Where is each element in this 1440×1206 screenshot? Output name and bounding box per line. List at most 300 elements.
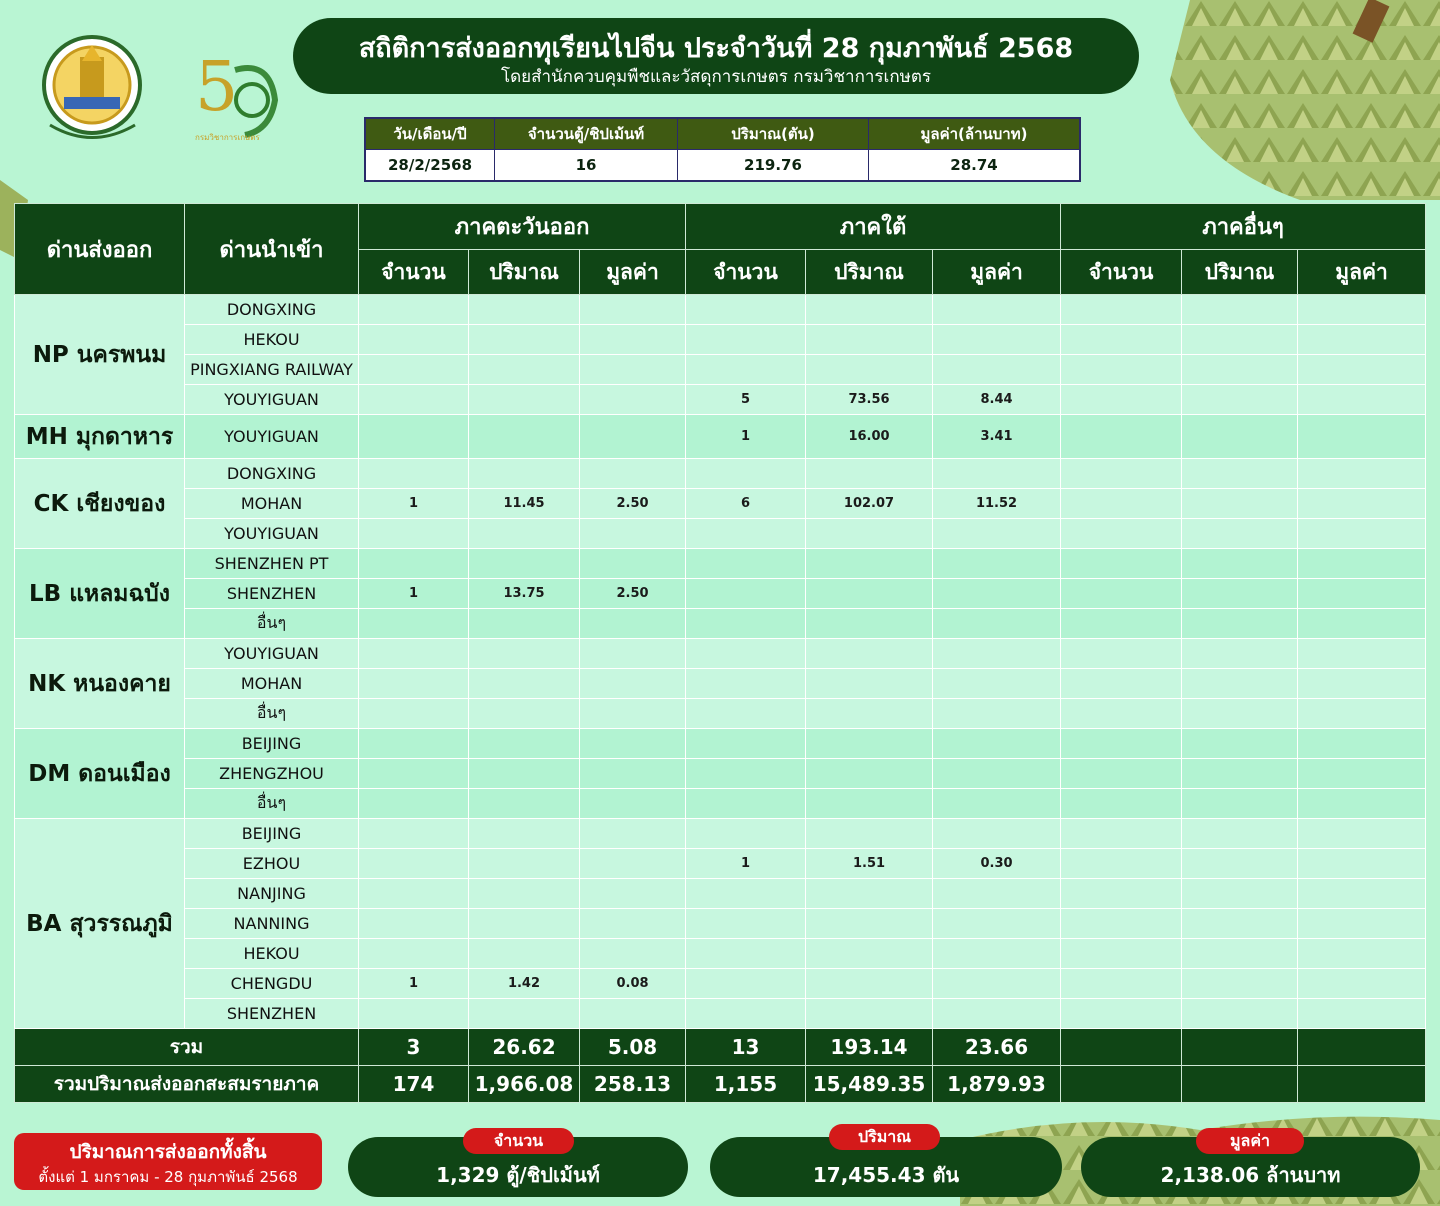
import-port-cell: BEIJING — [185, 819, 359, 849]
summary-header-date: วัน/เดือน/ปี — [365, 118, 495, 150]
value-cell — [1182, 295, 1298, 325]
value-cell — [580, 819, 686, 849]
value-cell — [469, 789, 580, 819]
value-cell — [1182, 639, 1298, 669]
value-cell — [1298, 385, 1426, 415]
value-cell — [806, 325, 933, 355]
value-cell — [469, 999, 580, 1029]
value-cell — [806, 999, 933, 1029]
export-port-cell: MH มุกดาหาร — [15, 415, 185, 459]
value-cell — [1061, 609, 1182, 639]
table-row — [15, 849, 1426, 879]
summary-value: 28.74 — [869, 150, 1081, 182]
value-cell — [1061, 699, 1182, 729]
export-statistics-table — [14, 203, 1426, 1103]
header-volume: ปริมาณ — [1182, 250, 1298, 295]
value-cell: 6 — [686, 489, 806, 519]
value-cell: 5 — [686, 385, 806, 415]
value-cell — [686, 969, 806, 999]
value-cell — [469, 909, 580, 939]
value-cell — [1061, 759, 1182, 789]
value-cell — [1061, 325, 1182, 355]
value-cell: 102.07 — [806, 489, 933, 519]
value-cell — [580, 639, 686, 669]
value-cell — [806, 969, 933, 999]
value-cell — [1061, 519, 1182, 549]
value-cell — [580, 729, 686, 759]
value-cell — [359, 939, 469, 969]
value-cell — [933, 325, 1061, 355]
value-total-tag: มูลค่า — [1196, 1128, 1304, 1154]
value-cell: 8.44 — [933, 385, 1061, 415]
value-cell — [806, 909, 933, 939]
value-cell: 1.42 — [469, 969, 580, 999]
durian-top-right — [1150, 0, 1440, 200]
value-cell — [580, 699, 686, 729]
table-row — [15, 519, 1426, 549]
value-cell — [1182, 489, 1298, 519]
table-row — [15, 459, 1426, 489]
value-cell — [1182, 609, 1298, 639]
daily-summary-table — [364, 117, 1081, 182]
value-cell — [469, 849, 580, 879]
cumulative-row — [15, 1066, 1426, 1103]
header-count: จำนวน — [359, 250, 469, 295]
value-cell — [359, 459, 469, 489]
table-row — [15, 669, 1426, 699]
value-cell — [1182, 415, 1298, 459]
value-cell — [686, 909, 806, 939]
value-cell — [1061, 909, 1182, 939]
value-cell — [359, 759, 469, 789]
cumulative-cell: 258.13 — [580, 1066, 686, 1103]
summary-header-count: จำนวนตู้/ชิปเม้นท์ — [495, 118, 678, 150]
value-cell: 13.75 — [469, 579, 580, 609]
value-cell — [469, 699, 580, 729]
value-cell — [1061, 489, 1182, 519]
value-cell — [1298, 549, 1426, 579]
value-cell — [1298, 295, 1426, 325]
import-port-cell: BEIJING — [185, 729, 359, 759]
import-port-cell: NANNING — [185, 909, 359, 939]
value-cell — [1061, 969, 1182, 999]
value-cell — [1298, 579, 1426, 609]
cumulative-cell: 1,155 — [686, 1066, 806, 1103]
value-cell: 0.30 — [933, 849, 1061, 879]
value-cell — [580, 669, 686, 699]
value-cell — [686, 355, 806, 385]
value-cell — [1061, 295, 1182, 325]
value-cell — [806, 609, 933, 639]
value-cell — [806, 879, 933, 909]
value-cell: 1 — [359, 579, 469, 609]
value-cell — [1298, 609, 1426, 639]
title-banner — [293, 18, 1139, 94]
value-cell — [1182, 459, 1298, 489]
table-row — [15, 295, 1426, 325]
value-cell — [580, 355, 686, 385]
value-cell: 2.50 — [580, 579, 686, 609]
value-cell — [806, 519, 933, 549]
table-row — [15, 819, 1426, 849]
import-port-cell: MOHAN — [185, 669, 359, 699]
value-cell: 1.51 — [806, 849, 933, 879]
value-cell — [806, 729, 933, 759]
import-port-cell: PINGXIANG RAILWAY — [185, 355, 359, 385]
value-cell — [469, 459, 580, 489]
value-cell — [1298, 639, 1426, 669]
value-cell — [469, 819, 580, 849]
header-count: จำนวน — [1061, 250, 1182, 295]
import-port-cell: อื่นๆ — [185, 789, 359, 819]
value-cell — [1061, 999, 1182, 1029]
value-cell — [580, 999, 686, 1029]
value-cell — [1061, 819, 1182, 849]
value-cell — [580, 879, 686, 909]
value-cell — [806, 639, 933, 669]
value-cell — [933, 669, 1061, 699]
summary-header-value: มูลค่า(ล้านบาท) — [869, 118, 1081, 150]
value-cell — [1182, 519, 1298, 549]
value-cell — [469, 519, 580, 549]
value-cell — [580, 609, 686, 639]
cumulative-cell: 1,879.93 — [933, 1066, 1061, 1103]
value-cell — [1182, 879, 1298, 909]
value-cell — [469, 879, 580, 909]
export-port-cell: NK หนองคาย — [15, 639, 185, 729]
value-cell — [1298, 909, 1426, 939]
value-cell — [933, 759, 1061, 789]
cumulative-cell: 174 — [359, 1066, 469, 1103]
value-cell: 11.52 — [933, 489, 1061, 519]
value-cell — [359, 639, 469, 669]
volume-total-tag: ปริมาณ — [829, 1124, 940, 1150]
value-cell — [1298, 819, 1426, 849]
value-cell — [1298, 729, 1426, 759]
total-export-period: ตั้งแต่ 1 มกราคม - 28 กุมภาพันธ์ 2568 — [38, 1168, 298, 1186]
value-cell — [1182, 759, 1298, 789]
value-cell — [469, 609, 580, 639]
value-cell: 1 — [686, 849, 806, 879]
value-cell — [806, 669, 933, 699]
value-cell — [359, 295, 469, 325]
value-cell — [1298, 489, 1426, 519]
table-row — [15, 325, 1426, 355]
header-count: จำนวน — [686, 250, 806, 295]
header-export-port: ด่านส่งออก — [15, 204, 185, 295]
value-cell — [359, 415, 469, 459]
summary-volume: 219.76 — [678, 150, 869, 182]
value-cell — [1061, 355, 1182, 385]
value-cell — [1061, 849, 1182, 879]
table-row — [15, 999, 1426, 1029]
value-cell: 1 — [359, 489, 469, 519]
value-cell — [933, 729, 1061, 759]
value-cell — [686, 549, 806, 579]
value-cell — [1182, 849, 1298, 879]
import-port-cell: YOUYIGUAN — [185, 639, 359, 669]
value-cell: 1 — [686, 415, 806, 459]
table-row — [15, 789, 1426, 819]
value-cell — [469, 385, 580, 415]
value-cell — [359, 669, 469, 699]
value-cell — [806, 789, 933, 819]
value-cell — [933, 999, 1061, 1029]
value-cell — [580, 519, 686, 549]
value-cell — [933, 879, 1061, 909]
value-cell — [1061, 459, 1182, 489]
import-port-cell: HEKOU — [185, 325, 359, 355]
count-total-tag: จำนวน — [463, 1128, 574, 1154]
table-row — [15, 909, 1426, 939]
value-cell — [580, 549, 686, 579]
value-cell — [1298, 759, 1426, 789]
value-cell — [686, 939, 806, 969]
value-cell — [469, 669, 580, 699]
value-cell — [933, 789, 1061, 819]
value-cell — [1061, 579, 1182, 609]
table-body — [15, 295, 1426, 1029]
table-row — [15, 699, 1426, 729]
summary-count: 16 — [495, 150, 678, 182]
value-cell — [933, 939, 1061, 969]
value-cell — [1061, 729, 1182, 759]
total-cell — [1298, 1029, 1426, 1066]
value-cell — [686, 639, 806, 669]
value-cell — [359, 699, 469, 729]
value-cell — [1182, 579, 1298, 609]
value-cell — [686, 729, 806, 759]
value-cell — [933, 355, 1061, 385]
value-cell — [1182, 969, 1298, 999]
table-row — [15, 579, 1426, 609]
value-cell — [469, 759, 580, 789]
value-cell — [806, 759, 933, 789]
total-cell — [1061, 1029, 1182, 1066]
import-port-cell: SHENZHEN — [185, 579, 359, 609]
value-cell — [469, 639, 580, 669]
value-cell — [1182, 355, 1298, 385]
header-volume: ปริมาณ — [806, 250, 933, 295]
value-cell — [1061, 385, 1182, 415]
import-port-cell: HEKOU — [185, 939, 359, 969]
value-cell — [933, 699, 1061, 729]
value-cell — [1298, 969, 1426, 999]
header-value: มูลค่า — [933, 250, 1061, 295]
total-cell: 3 — [359, 1029, 469, 1066]
value-cell — [933, 579, 1061, 609]
value-cell — [686, 579, 806, 609]
value-cell — [1061, 415, 1182, 459]
value-cell — [469, 415, 580, 459]
value-cell — [933, 295, 1061, 325]
value-cell — [1182, 549, 1298, 579]
total-label: รวม — [15, 1029, 359, 1066]
value-cell — [1061, 879, 1182, 909]
value-cell — [686, 609, 806, 639]
table-row — [15, 729, 1426, 759]
cumulative-label: รวมปริมาณส่งออกสะสมรายภาค — [15, 1066, 359, 1103]
value-cell — [933, 819, 1061, 849]
value-cell — [359, 909, 469, 939]
header-volume: ปริมาณ — [469, 250, 580, 295]
import-port-cell: EZHOU — [185, 849, 359, 879]
header-import-port: ด่านนำเข้า — [185, 204, 359, 295]
value-cell — [580, 385, 686, 415]
value-cell — [686, 295, 806, 325]
header-region-south: ภาคใต้ — [686, 204, 1061, 250]
department-seal-logo — [40, 35, 145, 145]
value-cell — [933, 459, 1061, 489]
value-cell — [1182, 385, 1298, 415]
value-cell — [1298, 415, 1426, 459]
value-cell — [806, 459, 933, 489]
total-export-banner — [14, 1133, 322, 1190]
table-row — [15, 609, 1426, 639]
value-cell — [580, 415, 686, 459]
header-value: มูลค่า — [580, 250, 686, 295]
value-cell — [1182, 325, 1298, 355]
value-cell — [359, 355, 469, 385]
summary-date: 28/2/2568 — [365, 150, 495, 182]
import-port-cell: YOUYIGUAN — [185, 385, 359, 415]
table-row — [15, 969, 1426, 999]
value-cell — [469, 295, 580, 325]
value-cell — [1182, 789, 1298, 819]
import-port-cell: YOUYIGUAN — [185, 519, 359, 549]
total-cell — [1182, 1029, 1298, 1066]
value-cell — [359, 519, 469, 549]
value-cell — [469, 939, 580, 969]
value-cell: 0.08 — [580, 969, 686, 999]
import-port-cell: อื่นๆ — [185, 609, 359, 639]
value-cell — [1298, 939, 1426, 969]
value-cell — [469, 325, 580, 355]
page-subtitle: โดยสำนักควบคุมพืชและวัสดุการเกษตร กรมวิชาการเกษตร — [500, 67, 932, 87]
value-cell — [686, 519, 806, 549]
header-value: มูลค่า — [1298, 250, 1426, 295]
total-cell: 193.14 — [806, 1029, 933, 1066]
value-cell — [359, 549, 469, 579]
total-export-title: ปริมาณการส่งออกทั้งสิ้น — [69, 1141, 267, 1163]
value-cell — [1298, 519, 1426, 549]
value-cell — [686, 459, 806, 489]
table-row — [15, 355, 1426, 385]
value-cell — [1298, 459, 1426, 489]
value-cell — [1061, 639, 1182, 669]
value-cell — [933, 969, 1061, 999]
value-cell: 2.50 — [580, 489, 686, 519]
cumulative-cell — [1061, 1066, 1182, 1103]
value-cell — [806, 295, 933, 325]
value-cell — [806, 939, 933, 969]
value-cell — [359, 325, 469, 355]
value-cell — [806, 355, 933, 385]
value-cell — [359, 819, 469, 849]
value-cell — [686, 759, 806, 789]
total-cell: 26.62 — [469, 1029, 580, 1066]
value-cell — [933, 519, 1061, 549]
page-title: สถิติการส่งออกทุเรียนไปจีน ประจำวันที่ 28 กุมภาพันธ์ 2568 — [358, 33, 1074, 64]
value-cell — [686, 819, 806, 849]
value-cell — [359, 609, 469, 639]
total-cell: 5.08 — [580, 1029, 686, 1066]
value-cell — [933, 639, 1061, 669]
value-cell — [1298, 699, 1426, 729]
cumulative-cell: 15,489.35 — [806, 1066, 933, 1103]
value-cell — [1061, 789, 1182, 819]
import-port-cell: YOUYIGUAN — [185, 415, 359, 459]
value-cell — [806, 579, 933, 609]
value-total-value: 2,138.06 ล้านบาท — [1160, 1163, 1341, 1187]
value-cell — [580, 909, 686, 939]
value-cell — [1182, 729, 1298, 759]
value-cell — [1061, 549, 1182, 579]
value-cell — [1298, 999, 1426, 1029]
table-row — [15, 489, 1426, 519]
value-cell — [469, 729, 580, 759]
table-row — [15, 549, 1426, 579]
import-port-cell: DONGXING — [185, 295, 359, 325]
value-cell — [1061, 669, 1182, 699]
value-cell — [359, 385, 469, 415]
value-cell — [1298, 355, 1426, 385]
table-row — [15, 939, 1426, 969]
table-row — [15, 759, 1426, 789]
summary-header-volume: ปริมาณ(ตัน) — [678, 118, 869, 150]
value-cell — [1298, 849, 1426, 879]
value-cell — [806, 819, 933, 849]
value-cell — [1182, 999, 1298, 1029]
import-port-cell: MOHAN — [185, 489, 359, 519]
table-row — [15, 639, 1426, 669]
value-cell — [1182, 909, 1298, 939]
value-cell — [1298, 325, 1426, 355]
import-port-cell: SHENZHEN PT — [185, 549, 359, 579]
value-cell — [580, 939, 686, 969]
value-cell — [469, 549, 580, 579]
value-cell — [469, 355, 580, 385]
value-cell — [1061, 939, 1182, 969]
value-cell: 1 — [359, 969, 469, 999]
value-cell — [580, 295, 686, 325]
export-port-cell: CK เชียงของ — [15, 459, 185, 549]
value-cell — [933, 909, 1061, 939]
value-cell: 73.56 — [806, 385, 933, 415]
value-cell — [580, 759, 686, 789]
import-port-cell: ZHENGZHOU — [185, 759, 359, 789]
value-cell: 16.00 — [806, 415, 933, 459]
import-port-cell: NANJING — [185, 879, 359, 909]
total-cell: 23.66 — [933, 1029, 1061, 1066]
value-cell — [359, 999, 469, 1029]
value-cell — [1182, 939, 1298, 969]
value-cell — [686, 789, 806, 819]
cumulative-cell — [1298, 1066, 1426, 1103]
value-cell — [359, 849, 469, 879]
import-port-cell: CHENGDU — [185, 969, 359, 999]
export-port-cell: NP นครพนม — [15, 295, 185, 415]
value-cell — [686, 669, 806, 699]
value-cell — [933, 609, 1061, 639]
table-row — [15, 415, 1426, 459]
import-port-cell: SHENZHEN — [185, 999, 359, 1029]
value-cell — [580, 325, 686, 355]
count-total-value: 1,329 ตู้/ชิปเม้นท์ — [436, 1163, 600, 1187]
value-cell: 11.45 — [469, 489, 580, 519]
value-cell — [1298, 669, 1426, 699]
total-row — [15, 1029, 1426, 1066]
